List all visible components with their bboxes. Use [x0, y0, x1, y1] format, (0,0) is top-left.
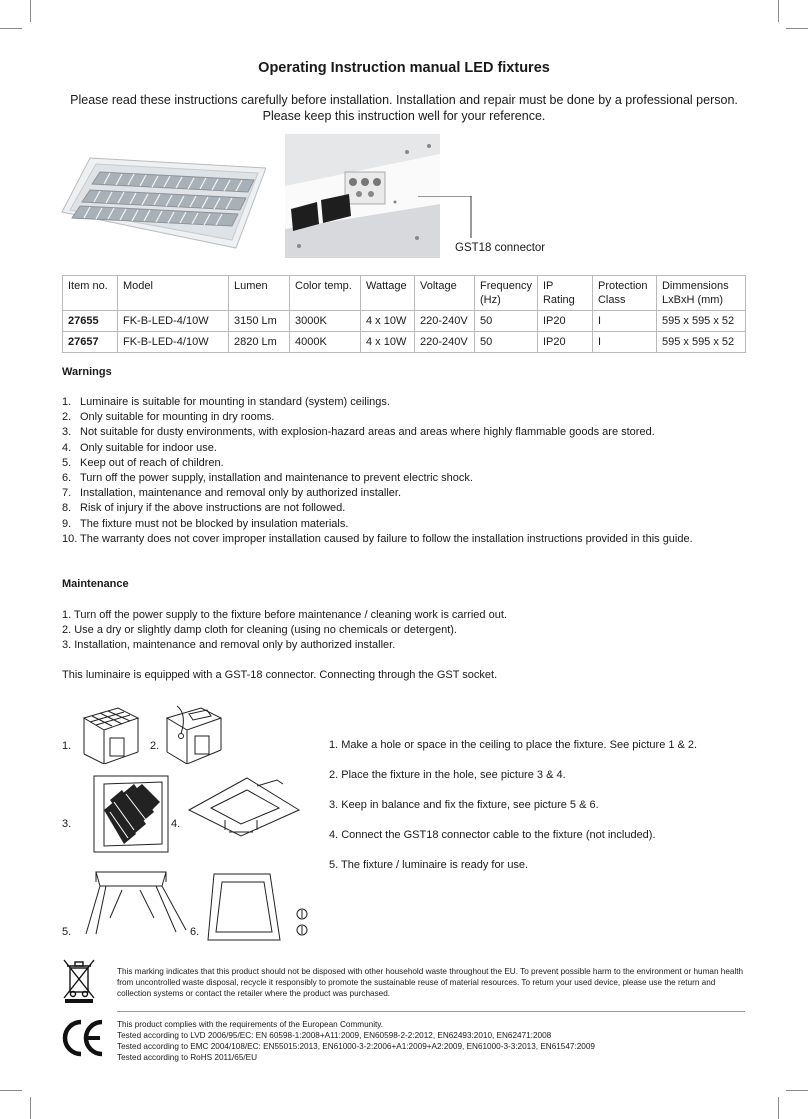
- list-text: Installation, maintenance and removal only by authorized installer.: [80, 487, 402, 500]
- list-item: 2. Place the fixture in the hole, see picture 3 & 4.: [329, 769, 566, 781]
- column-header-line: (Hz): [480, 294, 501, 306]
- column-header-line: Frequency: [480, 280, 532, 292]
- model-cell: FK-B-LED-4/10W: [118, 311, 229, 332]
- picture-number: 6.: [190, 926, 200, 938]
- maintenance-list: [62, 608, 762, 654]
- gst18-connector-photo: [285, 134, 440, 258]
- ce-compliance-text: [117, 1019, 747, 1063]
- list-item: [62, 441, 762, 456]
- crop-mark: [786, 1090, 808, 1091]
- column-header: Model: [118, 276, 229, 311]
- ip-rating-cell: IP20: [537, 311, 592, 332]
- list-number: 1.: [62, 396, 72, 408]
- dimensions-cell: 595 x 595 x 52: [656, 311, 745, 332]
- list-number: 2.: [62, 411, 72, 424]
- wattage-cell: 4 x 10W: [361, 311, 415, 332]
- crop-mark: [786, 28, 808, 29]
- led-fixture-image: [60, 150, 266, 250]
- dimensions-cell: 595 x 595 x 52: [656, 332, 745, 353]
- intro-text: [40, 92, 768, 124]
- intro-line: Please keep this instruction well for your reference.: [262, 109, 546, 123]
- intro-line: Please read these instructions carefully before installation. Installation and repair must be done by a professional person.: [70, 93, 738, 107]
- list-number: 5.: [62, 456, 72, 469]
- protection-cell: I: [592, 311, 656, 332]
- list-text: Not suitable for dusty environments, with explosion-hazard areas and areas where highly flammable goods are stored.: [80, 426, 655, 439]
- frequency-cell: 50: [475, 311, 538, 332]
- list-item: 3. Keep in balance and fix the fixture, see picture 5 & 6.: [329, 799, 599, 811]
- install-picture-5: [82, 868, 190, 940]
- picture-number: 1.: [62, 740, 72, 752]
- list-item: [62, 471, 762, 486]
- list-text: The warranty does not cover improper installation caused by failure to follow the installation instructions provided in this guide.: [80, 532, 693, 545]
- list-item: 4. Connect the GST18 connector cable to the fixture (not included).: [329, 829, 656, 841]
- list-text: Only suitable for mounting in dry rooms.: [80, 411, 275, 424]
- crop-mark: [0, 1090, 22, 1091]
- lumen-cell: 2820 Lm: [229, 332, 290, 353]
- weee-bin-icon: [62, 958, 96, 1004]
- list-number: 6.: [62, 472, 72, 485]
- protection-cell: I: [592, 332, 656, 353]
- column-header-line: Class: [597, 294, 626, 306]
- item-number: 27655: [63, 311, 118, 332]
- list-item: [62, 486, 762, 501]
- column-header: [656, 276, 745, 311]
- list-number: 3.: [62, 426, 72, 439]
- install-picture-4: [185, 776, 301, 838]
- picture-number: 2.: [150, 740, 160, 752]
- item-number: 27657: [63, 332, 118, 353]
- install-picture-6: [204, 870, 322, 944]
- list-item: [62, 532, 762, 547]
- column-header-line: Dimmensions: [661, 280, 729, 292]
- column-header: IP Rating: [537, 276, 592, 311]
- compliance-line: Tested according to RoHS 2011/65/EU: [117, 1053, 258, 1062]
- list-number: 9.: [62, 517, 72, 530]
- maintenance-heading: Maintenance: [62, 578, 129, 590]
- page-title: Operating Instruction manual LED fixtures: [258, 60, 550, 76]
- crop-mark: [778, 1097, 779, 1119]
- lumen-cell: 3150 Lm: [229, 311, 290, 332]
- color-temp-cell: 4000K: [290, 332, 361, 353]
- list-text: Keep out of reach of children.: [80, 456, 224, 469]
- column-header: [475, 276, 538, 311]
- ce-mark-icon: [62, 1018, 104, 1058]
- list-text: The fixture must not be blocked by insulation materials.: [80, 517, 349, 530]
- column-header-line: Protection: [597, 280, 648, 292]
- list-item: 1. Turn off the power supply to the fixture before maintenance / cleaning work is carried out.: [62, 609, 507, 621]
- frequency-cell: 50: [475, 332, 538, 353]
- table-header-row: [63, 276, 746, 311]
- list-item: 2. Use a dry or slightly damp cloth for cleaning (using no chemicals or detergent).: [62, 624, 457, 637]
- model-cell: FK-B-LED-4/10W: [118, 332, 229, 353]
- warnings-list: [62, 395, 762, 547]
- list-item: [62, 395, 762, 410]
- picture-number: 4.: [171, 818, 181, 830]
- picture-number: 3.: [62, 818, 72, 830]
- color-temp-cell: 3000K: [290, 311, 361, 332]
- connector-note: This luminaire is equipped with a GST-18 connector. Connecting through the GST socket.: [62, 669, 498, 681]
- list-text: Turn off the power supply, installation and maintenance to prevent electric shock.: [80, 472, 473, 485]
- install-picture-3: [84, 772, 170, 856]
- compliance-line: This product complies with the requirements of the European Community.: [117, 1020, 384, 1029]
- table-row: [63, 332, 746, 353]
- install-picture-2: [163, 704, 225, 764]
- compliance-line: Tested according to EMC 2004/108/EC: EN55015:2013, EN61000-3-2:2006+A1:2009+A2:2009, EN61000-3-3:2013, EN61547:2009: [117, 1042, 595, 1051]
- list-item: 5. The fixture / luminaire is ready for use.: [329, 859, 529, 871]
- installation-steps: [329, 739, 697, 889]
- list-item: [62, 456, 762, 471]
- column-header: Wattage: [361, 276, 415, 311]
- wattage-cell: 4 x 10W: [361, 332, 415, 353]
- connector-callout-line: [418, 196, 473, 238]
- list-item: [62, 501, 762, 516]
- list-item: [62, 425, 762, 440]
- list-number: 8.: [62, 502, 72, 515]
- compliance-line: Tested according to LVD 2006/95/EC: EN 60598-1:2008+A11:2009, EN60598-2-2:2012, EN62493:2010, EN62471:2008: [117, 1031, 552, 1040]
- crop-mark: [0, 28, 22, 29]
- column-header-line: LxBxH (mm): [661, 294, 724, 306]
- column-header: Voltage: [415, 276, 475, 311]
- spec-table: [62, 275, 746, 353]
- column-header: Item no.: [63, 276, 118, 311]
- list-number: 7.: [62, 487, 72, 500]
- crop-mark: [30, 0, 31, 22]
- picture-number: 5.: [62, 926, 72, 938]
- crop-mark: [778, 0, 779, 22]
- list-item: 1. Make a hole or space in the ceiling to place the fixture. See picture 1 & 2.: [329, 739, 698, 751]
- crop-mark: [30, 1097, 31, 1119]
- list-text: Only suitable for indoor use.: [80, 441, 217, 454]
- column-header: Lumen: [229, 276, 290, 311]
- list-item: [62, 517, 762, 532]
- list-text: Luminaire is suitable for mounting in standard (system) ceilings.: [80, 396, 390, 408]
- voltage-cell: 220-240V: [415, 311, 475, 332]
- list-item: 3. Installation, maintenance and removal only by authorized installer.: [62, 639, 396, 652]
- list-text: Risk of injury if the above instructions are not followed.: [80, 502, 346, 515]
- list-item: [62, 410, 762, 425]
- install-picture-1: [78, 704, 140, 764]
- footer-divider: [117, 1011, 745, 1012]
- ip-rating-cell: IP20: [537, 332, 592, 353]
- list-number: 4.: [62, 441, 72, 454]
- column-header: Color temp.: [290, 276, 361, 311]
- voltage-cell: 220-240V: [415, 332, 475, 353]
- table-row: [63, 311, 746, 332]
- list-number: 10.: [62, 532, 78, 545]
- column-header: [592, 276, 656, 311]
- weee-disposal-text: This marking indicates that this product should not be disposed with other household waste throughout the EU. To prevent possible harm to the environment or human health from uncontrolled waste disposal, recycle it responsibly to promote the sustainable reuse of material resources. To return your used device, please use the return and collection systems or contact the retailer where the product was purchased.: [117, 967, 744, 998]
- connector-label: GST18 connector: [455, 242, 546, 254]
- warnings-heading: Warnings: [62, 366, 112, 378]
